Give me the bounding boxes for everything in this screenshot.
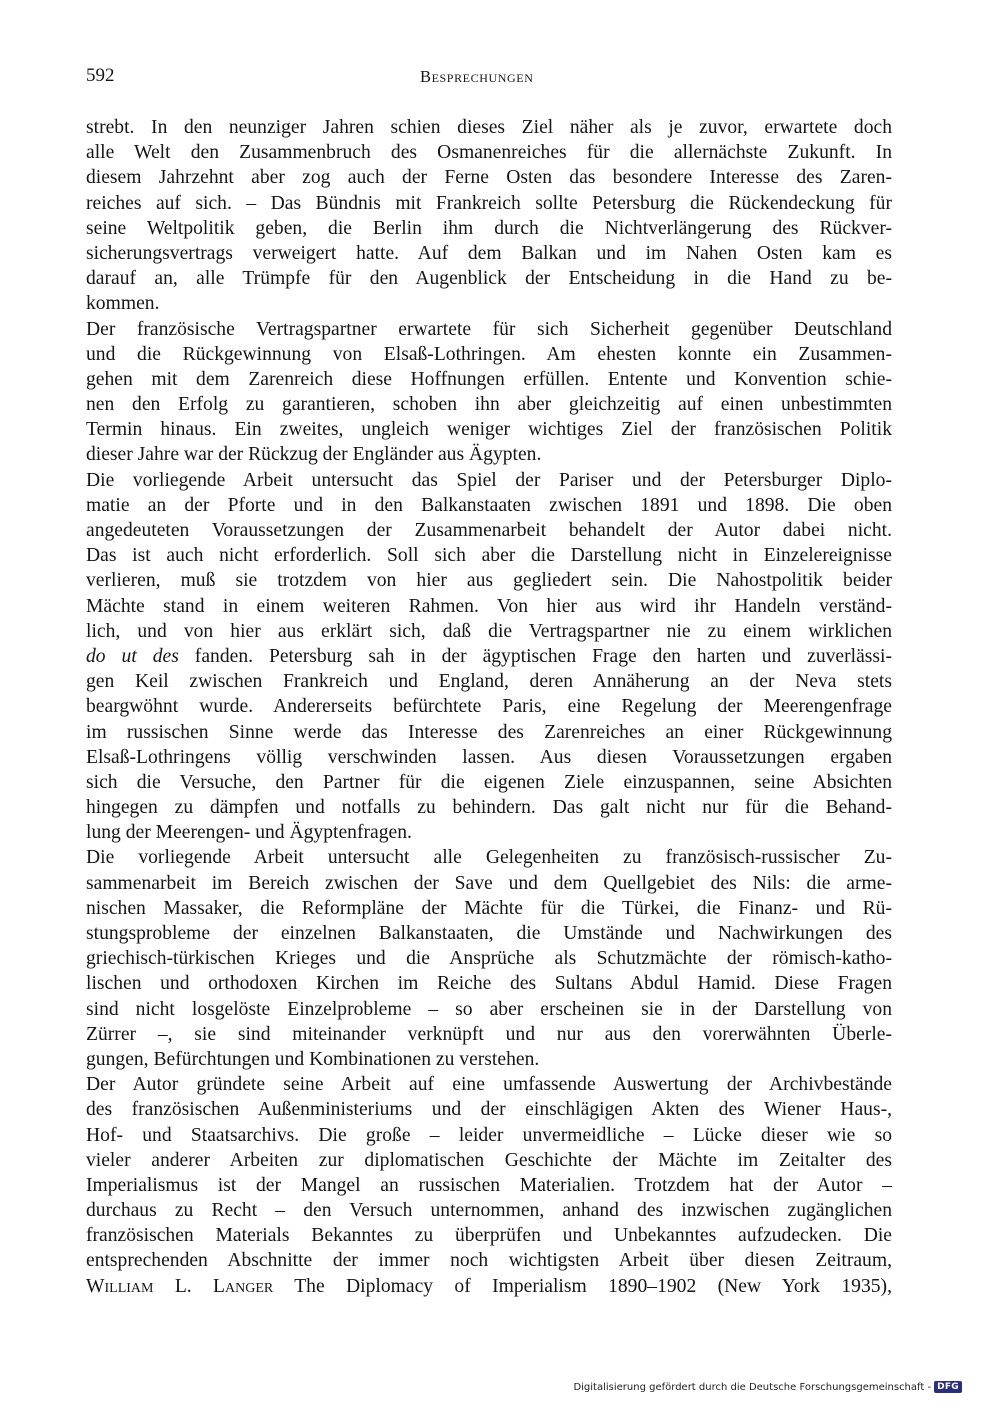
text-line: reiches auf sich. – Das Bündnis mit Frankreich sollte Petersburg die Rückendeckung für xyxy=(86,192,892,214)
cited-author: William L. Langer xyxy=(86,1275,274,1297)
text-line: Hof- und Staatsarchivs. Die große – leider unvermeidliche – Lücke dieser wie so xyxy=(86,1124,892,1146)
text-line: beargwöhnt wurde. Andererseits befürchtete Paris, eine Regelung der Meerengenfrage xyxy=(86,696,892,718)
text-line: lung der Meerengen- und Ägyptenfragen. xyxy=(86,822,412,844)
text-line: verlieren, muß sie trotzdem von hier aus gegliedert sein. Die Nahostpolitik beider xyxy=(86,570,892,592)
text-line: gehen mit dem Zarenreich diese Hoffnungen erfüllen. Entente und Konvention schie- xyxy=(86,368,892,390)
text-line: Mächte stand in einem weiteren Rahmen. Von hier aus wird ihr Handeln verständ- xyxy=(86,595,892,617)
text-line: französischen Materials Bekanntes zu überprüfen und Unbekanntes aufzudecken. Die xyxy=(86,1225,892,1247)
text-line: diesem Jahrzehnt aber zog auch der Ferne Osten das besondere Interesse des Zaren- xyxy=(86,167,892,189)
text-line: stungsprobleme der einzelnen Balkanstaaten, die Umstände und Nachwirkungen des xyxy=(86,923,892,944)
text-line: Die vorliegende Arbeit untersucht alle Gelegenheiten zu französisch-russischer Zu- xyxy=(86,847,892,869)
dfg-logo: DFG xyxy=(934,1381,962,1393)
text-line: des französischen Außenministeriums und der einschlägigen Akten des Wiener Haus-, xyxy=(86,1099,892,1121)
cited-work: The Diplomacy of Imperialism 1890–1902 (New York 1935), xyxy=(273,1275,892,1297)
text-line: lischen und orthodoxen Kirchen im Reiche des Sultans Abdul Hamid. Diese Fragen xyxy=(86,973,892,995)
text-line: Das ist auch nicht erforderlich. Soll sich aber die Darstellung nicht in Einzelereignisse xyxy=(86,545,892,567)
text-line: vieler anderer Arbeiten zur diplomatischen Geschichte der Mächte im Zeitalter des xyxy=(86,1149,892,1171)
text-line: darauf an, alle Trümpfe für den Augenblick der Entscheidung in die Hand zu be- xyxy=(86,268,892,290)
text-line: lich, und von hier aus erklärt sich, daß die Vertragspartner nie zu einem wirklichen xyxy=(86,620,892,642)
text-line: im russischen Sinne werde das Interesse des Zarenreiches an einer Rückgewinnung xyxy=(86,721,892,743)
text-line xyxy=(86,644,892,669)
credit-text: Digitalisierung gefördert durch die Deutsche Forschungsgemeinschaft - xyxy=(573,1381,932,1393)
body-text xyxy=(86,115,892,1299)
text-line: hingegen zu dämpfen und notfalls zu behindern. Das galt nicht nur für die Behand- xyxy=(86,797,892,819)
text-line: gungen, Befürchtungen und Kombinationen zu verstehen. xyxy=(86,1048,540,1070)
text-line: sammenarbeit im Bereich zwischen der Save und dem Quellgebiet des Nils: die arme- xyxy=(86,872,892,894)
text-line: matie an der Pforte und in den Balkanstaaten zwischen 1891 und 1898. Die oben xyxy=(86,494,892,516)
text-line: griechisch-türkischen Krieges und die Ansprüche als Schutzmächte der römisch-katho- xyxy=(86,948,892,970)
text-line: Der Autor gründete seine Arbeit auf eine umfassende Auswertung der Archivbestände xyxy=(86,1074,892,1096)
text-line: Die vorliegende Arbeit untersucht das Spiel der Pariser und der Petersburger Diplo- xyxy=(86,469,892,491)
text-line: alle Welt den Zusammenbruch des Osmanenreiches für die allernächste Zukunft. In xyxy=(86,142,892,164)
text-line: entsprechenden Abschnitte der immer noch wichtigsten Arbeit über diesen Zeitraum, xyxy=(86,1250,892,1272)
text-line: Imperialismus ist der Mangel an russischen Materialien. Trotzdem hat der Autor – xyxy=(86,1174,892,1196)
text-line: Zürrer –, sie sind miteinander verknüpft und nur aus den vorerwähnten Überle- xyxy=(86,1023,892,1045)
text-line: strebt. In den neunziger Jahren schien dieses Ziel näher als je zuvor, erwartete doch xyxy=(86,117,892,138)
digitization-credit xyxy=(573,1381,962,1393)
text-line: und die Rückgewinnung von Elsaß-Lothringen. Am ehesten konnte ein Zusammen- xyxy=(86,343,892,365)
text-line: sicherungsvertrags verweigert hatte. Auf dem Balkan und im Nahen Osten kam es xyxy=(86,242,892,264)
text-line: nischen Massaker, die Reformpläne der Mächte für die Türkei, die Finanz- und Rü- xyxy=(86,897,892,919)
text-line: Elsaß-Lothringens völlig verschwinden lassen. Aus diesen Voraussetzungen ergaben xyxy=(86,746,892,768)
text-line xyxy=(86,1274,892,1299)
text-line: angedeuteten Voraussetzungen der Zusammenarbeit behandelt der Autor dabei nicht. xyxy=(86,520,892,541)
text-line: Der französische Vertragspartner erwartete für sich Sicherheit gegenüber Deutschland xyxy=(86,318,892,340)
text-line: sich die Versuche, den Partner für die eigenen Ziele einzuspannen, seine Absichten xyxy=(86,771,892,793)
latin-phrase: do ut des xyxy=(86,645,179,667)
text-line: gen Keil zwischen Frankreich und England, deren Annäherung an der Neva stets xyxy=(86,671,892,693)
text-line: sind nicht losgelöste Einzelprobleme – so aber erscheinen sie in der Darstellung von xyxy=(86,998,892,1020)
text-line: Termin hinaus. Ein zweites, ungleich weniger wichtiges Ziel der französischen Politik xyxy=(86,419,892,441)
text-line: kommen. xyxy=(86,293,160,315)
text-line: nen den Erfolg zu garantieren, schoben ihn aber gleichzeitig auf einen unbestimmten xyxy=(86,394,892,416)
running-head: Besprechungen xyxy=(420,67,534,86)
text-line-rest: fanden. Petersburg sah in der ägyptischen Frage den harten und zuverlässi- xyxy=(178,645,893,667)
text-line: dieser Jahre war der Rückzug der Engländer aus Ägypten. xyxy=(86,444,542,466)
page-number: 592 xyxy=(86,65,115,86)
text-line: durchaus zu Recht – den Versuch unternommen, anhand des inzwischen zugänglichen xyxy=(86,1200,892,1222)
text-line: seine Weltpolitik geben, die Berlin ihm durch die Nichtverlängerung des Rückver- xyxy=(86,217,892,239)
